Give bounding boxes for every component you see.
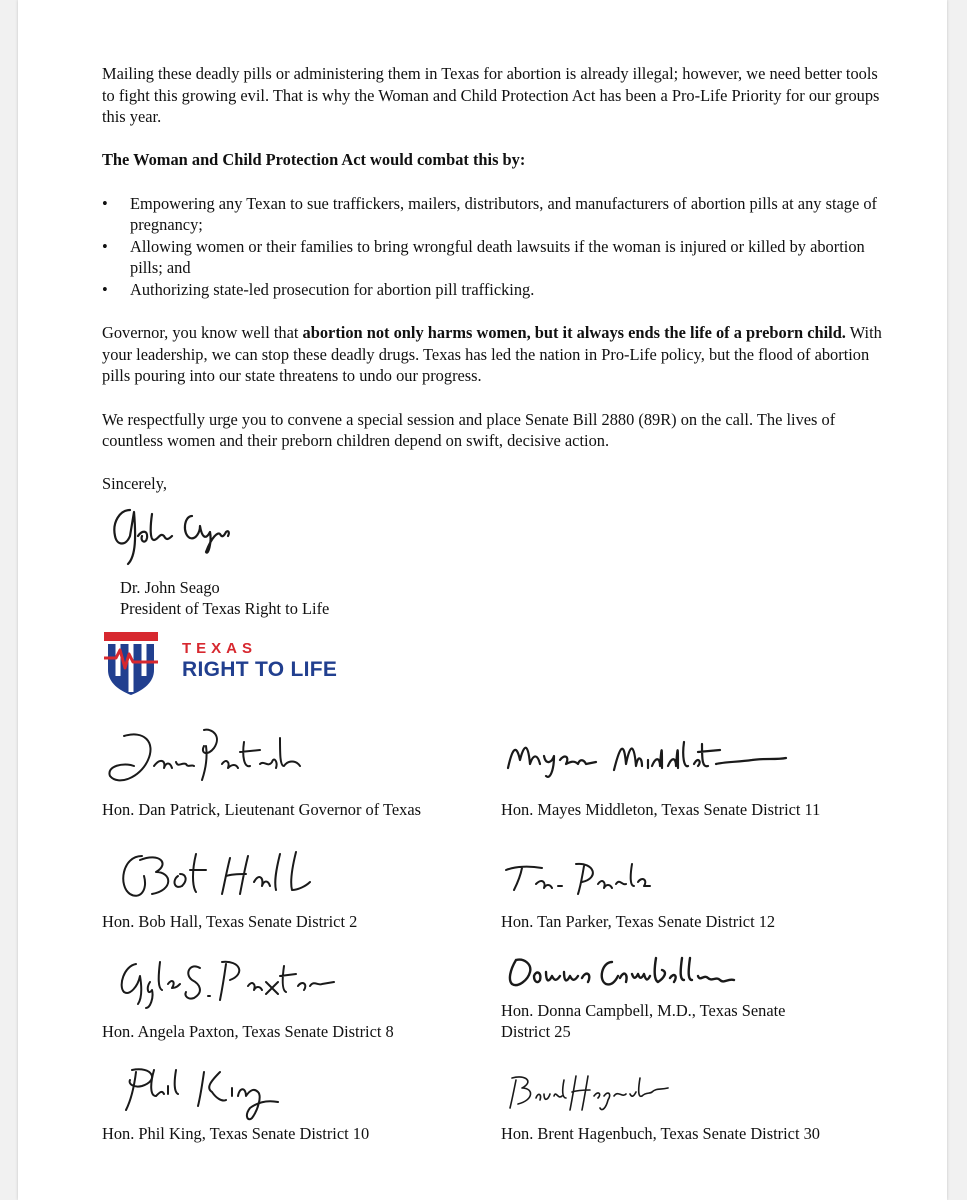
logo-text-texas: TEXAS bbox=[182, 640, 258, 657]
signature-mayes-middleton bbox=[502, 730, 792, 785]
signer-caption: Hon. Brent Hagenbuch, Texas Senate District 30 bbox=[501, 1124, 821, 1143]
signature-angela-paxton bbox=[112, 952, 342, 1012]
signer-caption: Hon. Donna Campbell, M.D., Texas Senate District 25 bbox=[501, 1001, 786, 1041]
letter-page bbox=[18, 0, 947, 1200]
list-item: • Empowering any Texan to sue traffickers, mailers, distributors, and manufacturers of abortion pills at any stage of pregnancy; bbox=[102, 193, 877, 235]
signature-bob-hall bbox=[112, 846, 322, 906]
texas-right-to-life-logo bbox=[102, 630, 372, 696]
bullet-glyph: • bbox=[102, 279, 108, 299]
paragraph-mailing: Mailing these deadly pills or administering them in Texas for abortion is already illegal; however, we need better tools to fight this growing evil. That is why the Woman and Child Protection Act has been a Pro-Life Priority for our groups this year. bbox=[102, 64, 880, 127]
paragraph-request: We respectfully urge you to convene a special session and place Senate Bill 2880 (89R) on the call. The lives of countless women and their preborn children depend on swift, decisive action. bbox=[102, 409, 836, 451]
logo-text-right-to-life: RIGHT TO LIFE bbox=[182, 658, 338, 681]
signer-caption: Hon. Angela Paxton, Texas Senate District 8 bbox=[102, 1022, 394, 1041]
list-item: • Authorizing state-led prosecution for abortion pill trafficking. bbox=[102, 279, 535, 299]
signer-caption: Hon. Phil King, Texas Senate District 10 bbox=[102, 1124, 370, 1143]
list-item: • Allowing women or their families to bring wrongful death lawsuits if the woman is injured or killed by abortion pills; and bbox=[102, 236, 865, 278]
act-lead-heading: The Woman and Child Protection Act would combat this by: bbox=[102, 150, 526, 170]
signer-caption: Hon. Dan Patrick, Lieutenant Governor of Texas bbox=[102, 800, 421, 819]
paragraph-governor: Governor, you know well that abortion not only harms women, but it always ends the life of a preborn child. With your leadership, we can stop these deadly drugs. Texas has led the nation in Pro-Life policy, but the flood of abortion pills pouring into our state threatens to undo our progress. bbox=[102, 323, 882, 386]
signer-caption: Hon. Bob Hall, Texas Senate District 2 bbox=[102, 912, 358, 931]
signer-caption: Hon. Tan Parker, Texas Senate District 12 bbox=[501, 912, 776, 931]
signer-caption: Hon. Mayes Middleton, Texas Senate District 11 bbox=[501, 800, 821, 819]
act-provisions-list bbox=[102, 193, 892, 301]
president-title: President of Texas Right to Life bbox=[120, 599, 330, 618]
bullet-glyph: • bbox=[102, 193, 108, 213]
signature-phil-king bbox=[112, 1062, 292, 1122]
closing-salutation: Sincerely, bbox=[102, 474, 167, 494]
president-name: Dr. John Seago bbox=[120, 578, 220, 597]
signature-dan-patrick bbox=[104, 722, 304, 792]
signature-john-seago bbox=[102, 496, 252, 571]
shield-logo-icon bbox=[102, 630, 160, 696]
signature-brent-hagenbuch bbox=[502, 1068, 672, 1116]
signature-tan-parker bbox=[502, 856, 652, 901]
emphasis-text: abortion not only harms women, but it always ends the life of a preborn child. bbox=[302, 323, 846, 343]
signature-donna-campbell bbox=[502, 950, 742, 995]
bullet-glyph: • bbox=[102, 236, 108, 256]
letter-body bbox=[102, 63, 892, 516]
